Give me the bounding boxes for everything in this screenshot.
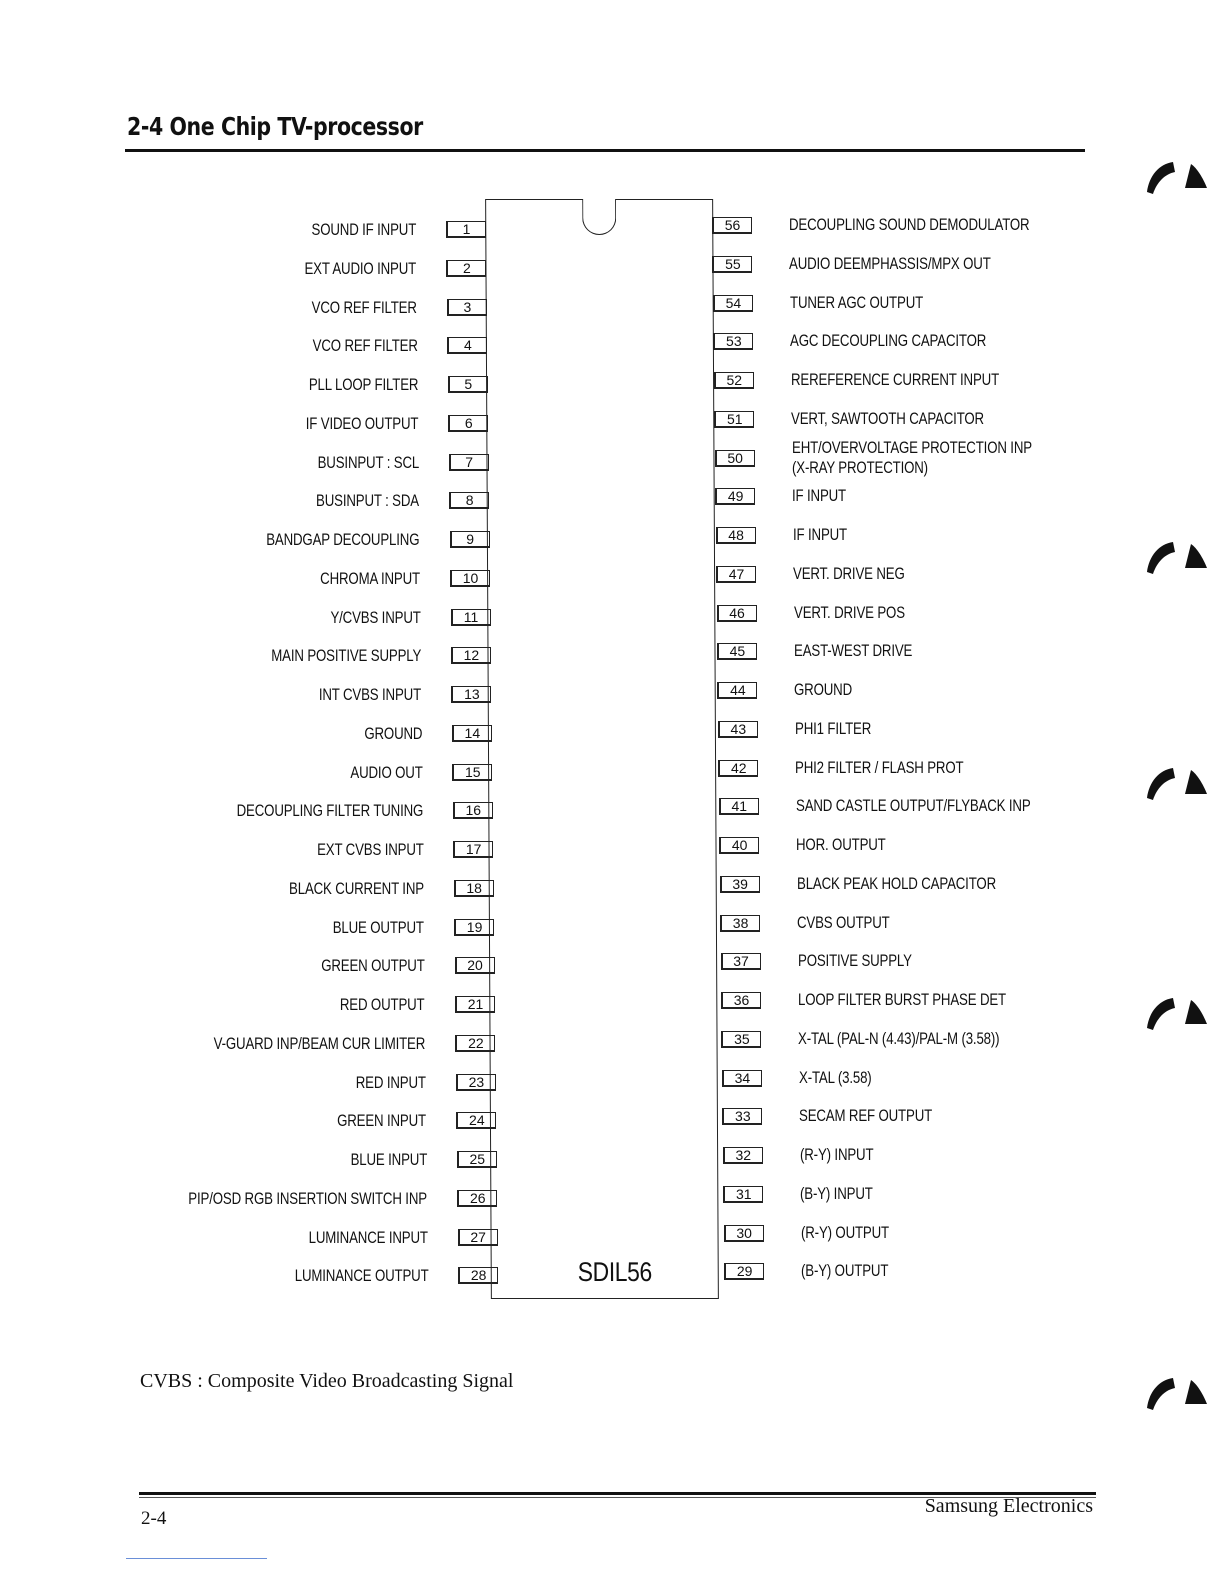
pin-3-number: 3 [447, 299, 487, 316]
pin-45-label [794, 641, 912, 661]
pin-37-number: 37 [721, 953, 761, 970]
pin-44-number: 44 [717, 682, 757, 699]
pin-16-number: 16 [453, 802, 493, 819]
pin-53-number: 53 [713, 333, 753, 350]
pin-37-label-text: POSITIVE SUPPLY [797, 951, 912, 971]
company-name: Samsung Electronics [924, 1495, 1093, 1517]
pin-15-label: AUDIO OUT [350, 762, 423, 782]
pin-5-number: 5 [448, 376, 488, 393]
pin-46-label [794, 603, 905, 623]
pin-7-number: 7 [449, 454, 489, 471]
pin-6-number: 6 [448, 415, 488, 432]
pin-34-label [799, 1068, 872, 1088]
pin-45-label-text: EAST-WEST DRIVE [793, 641, 913, 661]
pin-12-label: MAIN POSITIVE SUPPLY [271, 646, 421, 666]
pin-42-label-text: PHI2 FILTER / FLASH PROT [795, 757, 964, 777]
pin-26-label: PIP/OSD RGB INSERTION SWITCH INP [188, 1188, 428, 1208]
pin-27-label: LUMINANCE INPUT [308, 1227, 428, 1247]
pin-54-label [790, 293, 923, 313]
pin-33-number: 33 [722, 1108, 762, 1125]
pin-2-label: EXT AUDIO INPUT [304, 258, 417, 278]
pin-9-number: 9 [450, 531, 490, 548]
pin-22-number: 22 [455, 1035, 495, 1052]
pin-32-number: 32 [723, 1147, 763, 1164]
pin-23-label: RED INPUT [355, 1072, 426, 1092]
page-title: 2-4 One Chip TV-processor [127, 112, 423, 141]
pin-8-number: 8 [449, 492, 489, 509]
pin-50-label-text: EHT/OVERVOLTAGE PROTECTION INP [791, 437, 1032, 457]
pin-33-label-text: SECAM REF OUTPUT [799, 1106, 933, 1126]
pin-32-label [800, 1145, 873, 1165]
pin-48-label-text: IF INPUT [792, 525, 847, 544]
pin-25-label: BLUE INPUT [350, 1150, 427, 1169]
pin-36-number: 36 [721, 992, 761, 1009]
pin-30-number: 30 [724, 1225, 764, 1242]
pin-17-label: EXT CVBS INPUT [316, 840, 424, 859]
pin-1-number: 1 [446, 221, 486, 238]
pin-48-label [793, 525, 847, 545]
pin-13-number: 13 [451, 686, 491, 703]
binder-ring-icon [1145, 158, 1209, 194]
pin-47-label-text: VERT. DRIVE NEG [793, 563, 905, 583]
pin-19-number: 19 [454, 919, 494, 936]
pin-6-label: IF VIDEO OUTPUT [305, 413, 419, 433]
pin-41-label [796, 796, 1031, 816]
pin-36-label [798, 990, 1006, 1010]
pin-52-label [791, 370, 999, 390]
pin-25-number: 25 [457, 1151, 497, 1168]
pin-14-label: GROUND [363, 723, 422, 743]
pin-21-number: 21 [455, 996, 495, 1013]
pin-45-number: 45 [717, 643, 757, 660]
pin-34-label-text: X-TAL (3.58) [798, 1067, 872, 1087]
pin-9-label: BANDGAP DECOUPLING [266, 530, 420, 549]
pin-40-label [796, 835, 886, 855]
pin-4-label: VCO REF FILTER [312, 336, 418, 356]
pin-21-label: RED OUTPUT [340, 995, 425, 1014]
pin-22-label: V-GUARD INP/BEAM CUR LIMITER [213, 1033, 426, 1053]
pin-44-label [794, 680, 852, 700]
pin-48-number: 48 [716, 527, 756, 544]
pin-7-label: BUSINPUT : SCL [317, 452, 419, 472]
pin-16-label: DECOUPLING FILTER TUNING [236, 801, 423, 821]
pin-34-number: 34 [722, 1070, 762, 1087]
pin-42-label [795, 758, 963, 778]
pin-11-label: Y/CVBS INPUT [330, 607, 421, 627]
pin-49-label [792, 486, 846, 506]
pin-18-label: BLACK CURRENT INP [288, 878, 424, 898]
pin-1-label: SOUND IF INPUT [311, 220, 416, 239]
pin-13-label: INT CVBS INPUT [319, 685, 422, 704]
pin-46-label-text: VERT. DRIVE POS [793, 602, 905, 622]
pin-27-number: 27 [458, 1229, 498, 1246]
footnote: CVBS : Composite Video Broadcasting Signal [140, 1370, 514, 1392]
pin-30-label [801, 1223, 889, 1243]
page-number: 2-4 [141, 1508, 167, 1529]
pin-15-number: 15 [452, 764, 492, 781]
pin-47-label [793, 564, 905, 584]
pin-53-label [790, 331, 986, 351]
pin-39-number: 39 [720, 876, 760, 893]
pin-32-label-text: (R-Y) INPUT [799, 1145, 874, 1164]
pin-51-label-text: VERT, SAWTOOTH CAPACITOR [791, 408, 985, 428]
pin-2-number: 2 [446, 260, 486, 277]
pin-56-label [789, 215, 1029, 235]
pin-54-label-text: TUNER AGC OUTPUT [789, 292, 923, 312]
pin-43-number: 43 [718, 721, 758, 738]
pin-29-label [801, 1261, 888, 1281]
pin-24-number: 24 [456, 1112, 496, 1129]
pin-38-label-text: CVBS OUTPUT [797, 912, 890, 932]
pin-51-label [791, 409, 984, 429]
pin-24-label: GREEN INPUT [337, 1111, 427, 1131]
pin-10-label: CHROMA INPUT [320, 568, 421, 588]
chip-notch [582, 199, 616, 235]
pin-28-label: LUMINANCE OUTPUT [294, 1266, 429, 1286]
pin-30-label-text: (R-Y) OUTPUT [800, 1222, 889, 1242]
binder-ring-icon [1145, 764, 1209, 800]
pin-40-label-text: HOR. OUTPUT [796, 835, 886, 854]
pin-44-label-text: GROUND [794, 680, 853, 699]
pin-41-label-text: SAND CASTLE OUTPUT/FLYBACK INP [795, 796, 1031, 816]
pin-29-label-text: (B-Y) OUTPUT [801, 1261, 889, 1281]
pin-50-label-text-2: (X-RAY PROTECTION) [791, 457, 928, 477]
pin-36-label-text: LOOP FILTER BURST PHASE DET [798, 990, 1007, 1009]
pin-10-number: 10 [450, 570, 490, 587]
pin-37-label [798, 951, 912, 971]
pin-18-number: 18 [454, 880, 494, 897]
pin-40-number: 40 [719, 837, 759, 854]
pin-35-label-text: X-TAL (PAL-N (4.43)/PAL-M (3.58)) [798, 1028, 1000, 1048]
pin-20-number: 20 [455, 957, 495, 974]
pin-55-number: 55 [712, 256, 752, 273]
pin-49-label-text: IF INPUT [792, 486, 847, 506]
title-rule [125, 149, 1085, 152]
pin-14-number: 14 [452, 725, 492, 742]
binder-ring-icon [1145, 994, 1209, 1030]
pin-46-number: 46 [717, 605, 757, 622]
pin-23-number: 23 [456, 1074, 496, 1091]
binder-ring-icon [1145, 538, 1209, 574]
pin-38-number: 38 [720, 915, 760, 932]
pin-31-label-text: (B-Y) INPUT [800, 1183, 873, 1203]
binder-ring-icon [1145, 1374, 1209, 1410]
pin-19-label: BLUE OUTPUT [332, 917, 425, 937]
pin-12-number: 12 [451, 647, 491, 664]
pin-38-label [797, 913, 890, 933]
pin-47-number: 47 [716, 566, 756, 583]
pin-55-label-text: AUDIO DEEMPHASSIS/MPX OUT [789, 253, 992, 273]
pin-26-number: 26 [457, 1190, 497, 1207]
pin-41-number: 41 [719, 798, 759, 815]
chip-body [485, 199, 719, 1299]
scan-edge-line [126, 1558, 267, 1559]
pin-35-label [798, 1029, 999, 1049]
pin-35-number: 35 [721, 1031, 761, 1048]
pin-31-number: 31 [723, 1186, 763, 1203]
pin-43-label-text: PHI1 FILTER [794, 718, 871, 738]
pin-50-number: 50 [715, 450, 755, 467]
pin-33-label [799, 1106, 932, 1126]
pin-52-label-text: REREFERENCE CURRENT INPUT [790, 370, 999, 389]
pin-28-number: 28 [458, 1267, 498, 1284]
pin-29-number: 29 [724, 1263, 764, 1280]
pin-51-number: 51 [714, 411, 754, 428]
pin-56-number: 56 [712, 217, 752, 234]
pin-4-number: 4 [447, 337, 487, 354]
pin-8-label: BUSINPUT : SDA [316, 491, 420, 511]
pin-55-label [789, 254, 991, 274]
pin-54-number: 54 [713, 295, 753, 312]
pin-31-label [800, 1184, 873, 1204]
pin-5-label: PLL LOOP FILTER [308, 375, 418, 394]
chip-name: SDIL56 [577, 1257, 652, 1287]
pin-11-number: 11 [451, 609, 491, 626]
pin-49-number: 49 [715, 488, 755, 505]
pin-53-label-text: AGC DECOUPLING CAPACITOR [790, 331, 987, 351]
pin-43-label [795, 719, 871, 739]
pin-52-number: 52 [714, 372, 754, 389]
pin-3-label: VCO REF FILTER [311, 297, 417, 317]
pin-42-number: 42 [718, 760, 758, 777]
pin-50-label [792, 438, 1032, 478]
pin-39-label [797, 874, 996, 894]
pin-56-label-text: DECOUPLING SOUND DEMODULATOR [789, 215, 1030, 234]
pin-20-label: GREEN OUTPUT [321, 956, 425, 976]
pin-39-label-text: BLACK PEAK HOLD CAPACITOR [796, 873, 996, 893]
pin-17-number: 17 [453, 841, 493, 858]
